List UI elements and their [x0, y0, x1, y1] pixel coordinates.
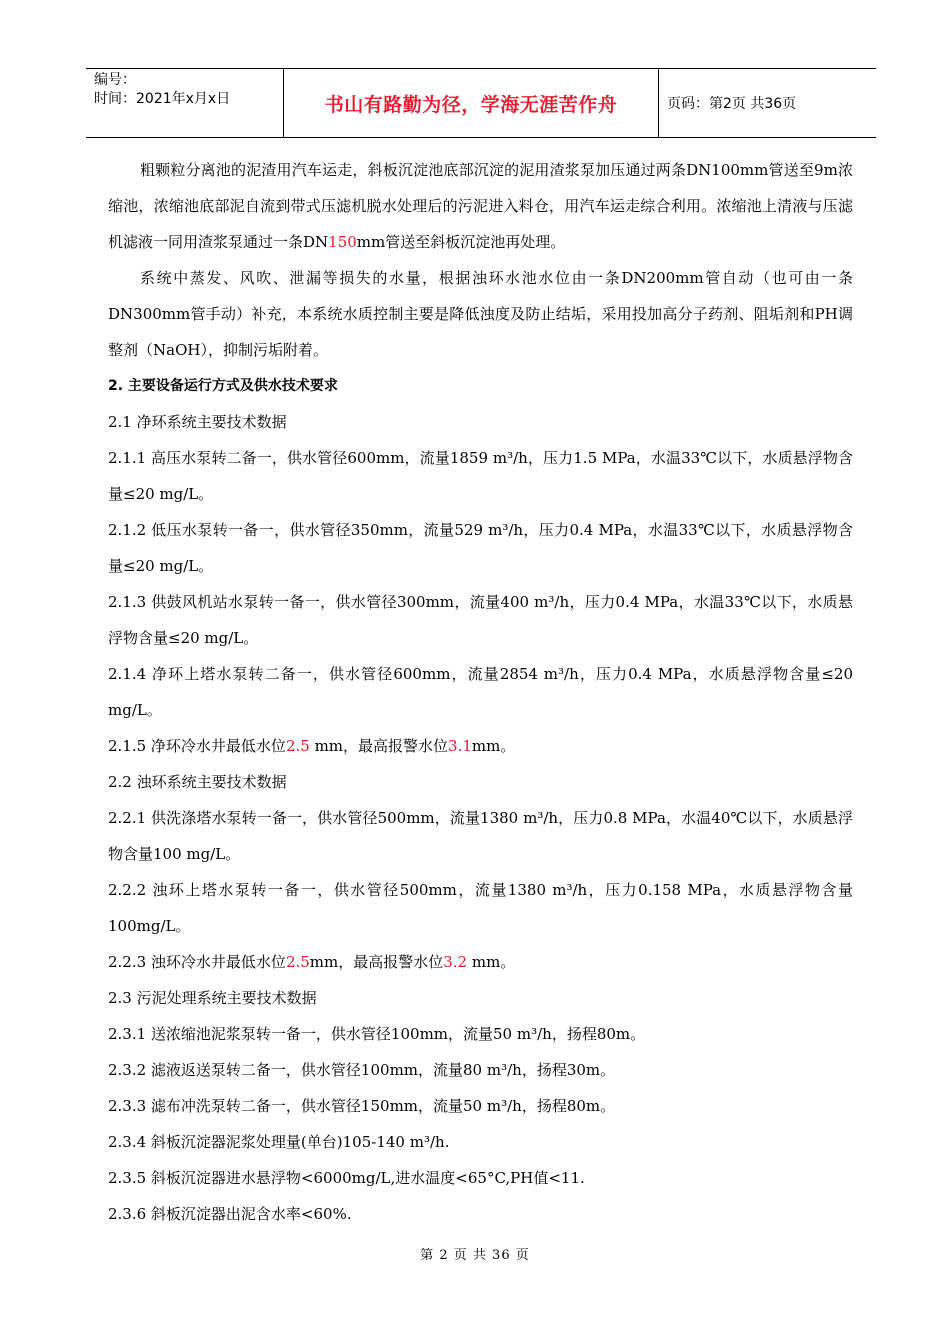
page-header [86, 68, 876, 138]
item-2-2-3-c: mm。 [467, 953, 516, 971]
item-2-2-1: 2.2.1 供洗涤塔水泵转一备一，供水管径500mm，流量1380 m³/h，压力0.8 MPa，水温40℃以下，水质悬浮物含量100 mg/L。 [108, 809, 853, 863]
document-body [108, 152, 853, 1232]
item-2-3-4: 2.3.4 斜板沉淀器泥浆处理量(单台)105-140 m³/h. [108, 1133, 450, 1151]
item-2-3-2: 2.3.2 滤液返送泵转二备一，供水管径100mm，流量80 m³/h，扬程30m。 [108, 1061, 616, 1079]
item-2-1-5-c: mm。 [471, 737, 516, 755]
item-2-1-5-b: mm，最高报警水位 [309, 737, 449, 755]
header-page-info: 页码：第2页 共36页 [667, 96, 797, 112]
alarm-level-value: 3.2 [443, 953, 468, 971]
pipe-size-highlight: 150 [328, 233, 357, 251]
alarm-level-value: 3.1 [448, 737, 472, 755]
item-2-1-2: 2.1.2 低压水泵转一备一，供水管径350mm，流量529 m³/h，压力0.4 MPa，水温33℃以下，水质悬浮物含量≤20 mg/L。 [108, 521, 853, 575]
item-2-1-5-a: 2.1.5 净环冷水井最低水位 [108, 737, 286, 755]
paragraph-1 [108, 152, 853, 260]
item-2-2-3 [108, 944, 853, 980]
min-level-value: 2.5 [285, 737, 310, 755]
item-2-2-3-a: 2.2.3 浊环冷水井最低水位 [108, 953, 286, 971]
item-2-1-4: 2.1.4 净环上塔水泵转二备一，供水管径600mm，流量2854 m³/h，压力0.4 MPa，水质悬浮物含量≤20 mg/L。 [108, 665, 853, 719]
item-2-2-2: 2.2.2 浊环上塔水泵转一备一，供水管径500mm，流量1380 m³/h，压力0.158 MPa，水质悬浮物含量100mg/L。 [108, 881, 853, 935]
subsection-2-2: 2.2 浊环系统主要技术数据 [108, 773, 287, 791]
header-motto: 书山有路勤为径，学海无涯苦作舟 [284, 69, 659, 137]
paragraph-1-tail-a: 浓缩池上清液与压滤机滤液一同用渣浆泵通过一条DN [108, 197, 853, 251]
section-title: 2. 主要设备运行方式及供水技术要求 [108, 378, 338, 394]
item-2-3-3: 2.3.3 滤布冲洗泵转二备一，供水管径150mm，流量50 m³/h，扬程80m。 [108, 1097, 616, 1115]
header-left-cell [86, 69, 284, 137]
item-2-3-1: 2.3.1 送浓缩池泥浆泵转一备一，供水管径100mm，流量50 m³/h，扬程80m。 [108, 1025, 646, 1043]
subsection-2-3: 2.3 污泥处理系统主要技术数据 [108, 989, 317, 1007]
paragraph-2: 系统中蒸发、风吹、泄漏等损失的水量，根据浊环水池水位由一条DN200mm管自动（也可由一条DN300mm管手动）补充，本系统水质控制主要是降低浊度及防止结垢，采用投加高分子药剂、阻垢剂和PH调整剂（NaOH），抑制污垢附着。 [108, 269, 853, 359]
time-line: 时间：2021年x月x日 [94, 91, 231, 107]
min-level-value: 2.5 [285, 953, 310, 971]
paragraph-1-main: 粗颗粒分离池的泥渣用汽车运走，斜板沉淀池底部沉淀的泥用渣浆泵加压通过两条DN100mm管送至9m浓缩池，浓缩池底部泥自流到带式压滤机脱水处理后的污泥进入料仓，用汽车运走综合利用。 [108, 161, 853, 215]
item-2-1-3: 2.1.3 供鼓风机站水泵转一备一，供水管径300mm，流量400 m³/h，压力0.4 MPa，水温33℃以下，水质悬浮物含量≤20 mg/L。 [108, 593, 853, 647]
item-2-3-6: 2.3.6 斜板沉淀器出泥含水率<60%. [108, 1205, 352, 1223]
item-2-3-5: 2.3.5 斜板沉淀器进水悬浮物<6000mg/L,进水温度<65°C,PH值<11. [108, 1169, 585, 1187]
subsection-2-1: 2.1 净环系统主要技术数据 [108, 413, 287, 431]
paragraph-1-tail-b: mm管送至斜板沉淀池再处理。 [356, 233, 566, 251]
page-footer: 第 2 页 共 36 页 [420, 1248, 530, 1263]
item-2-2-3-b: mm，最高报警水位 [309, 953, 444, 971]
item-2-1-1: 2.1.1 高压水泵转二备一，供水管径600mm，流量1859 m³/h，压力1.5 MPa，水温33℃以下，水质悬浮物含量≤20 mg/L。 [108, 449, 853, 503]
code-label: 编号： [94, 72, 136, 88]
item-2-1-5 [108, 728, 853, 764]
